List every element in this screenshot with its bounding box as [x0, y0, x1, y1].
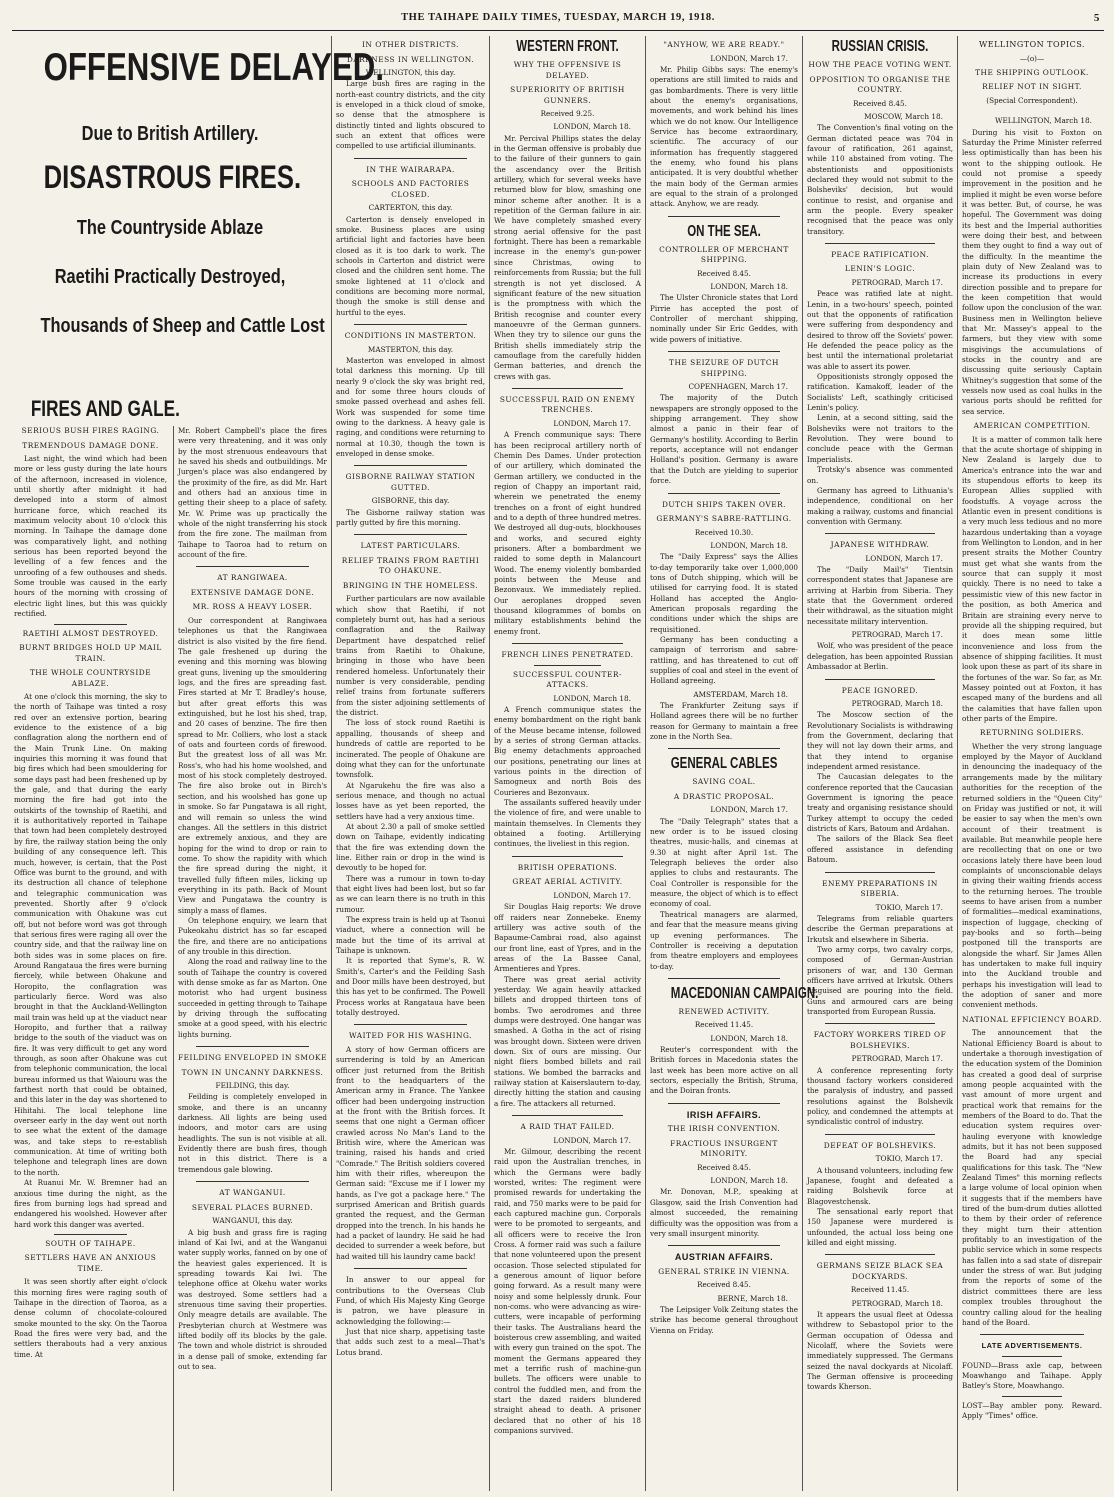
- received-time: Received 11.45.: [850, 1285, 910, 1295]
- subhead: GENERAL STRIKE IN VIENNA.: [658, 1266, 790, 1276]
- dateline: TOKIO, March 17.: [875, 902, 943, 912]
- headline-offensive-delayed: OFFENSIVE DELAYED.: [43, 46, 384, 89]
- article-paragraph: The Ulster Chronicle states that Lord Pirrie has accepted the post of Controller of merchant shipping, nominally under Sir Eric Geddes, with wide powers of initiative.: [650, 293, 798, 344]
- dateline: LONDON, March 17.: [553, 890, 631, 900]
- article-paragraph: Trotsky's absence was commented on.: [807, 465, 953, 485]
- article-paragraph: The loss of stock round Raetihi is appalling, thousands of sheep and hundreds of cattle are reported to be incinerated. The people of Ohakune are doing what they can for the unfortunate townsfolk.: [336, 718, 485, 780]
- subhead: TREMENDOUS DAMAGE DONE.: [22, 440, 159, 450]
- dateline: LONDON, March 17.: [553, 1135, 631, 1145]
- subhead: SUPERIORITY OF BRITISH GUNNERS.: [510, 85, 625, 105]
- macedonian-campaign-heading: MACEDONIAN CAMPAIGN.: [670, 984, 819, 1002]
- article-paragraph: On telephone enquiry, we learn that Pukeokahu district has so far escaped the fire, and there are no anticipations of any trouble in this direction.: [178, 915, 327, 956]
- subhead: IRISH AFFAIRS.: [686, 1109, 762, 1120]
- article-paragraph: Our correspondent at Rangiwaea telephones us that the Rangiwaea district is also visited by the fire fiend. The gale freshened up during the evening and this morning was blowing great guns, livening up the smouldering logs, and the fires are spreading fast. Fires started at Mr T. Bradley's house, but after great efforts this was extinguished, but he lost his shed, trap, and 20 cases of benzine. The fire then spread to Mr. Colliers, who lost a stack of oats and fourteen cords of firewood. But the greatest loss of all was Mr. Ross's, who had his home woolshed, and most of his stock completely destroyed. The fire also broke out in Birch's section, and his woolshed has gone up in smoke. So far Pungatawa is all right, and will remain so unless the wind changes. All the settlers in this district are extremely anxious, and they are hoping for the wind to drop or rain to come. To show the rapidity with which the fire spread during the night, it travelled fully fifteen miles, licking up everything in its path. Back of Mount View and Pungatawa the country is simply a mass of flames.: [178, 615, 327, 915]
- dateline: WELLINGTON, this day.: [365, 68, 456, 77]
- masthead-title: THE TAIHAPE DAILY TIMES, TUESDAY, MARCH 19, 1918.: [401, 12, 715, 23]
- dateline: PETROGRAD, March 17.: [851, 630, 943, 640]
- dateline: AMSTERDAM, March 18.: [693, 689, 788, 699]
- article-paragraph: The "Daily Express" says the Allies to-day temporarily take over 1,000,000 tons of Dutch shipping, which will be utilised for carrying food. It is stated Holland has accepted the Anglo-American proposals regarding the conditions under which the ships are requisitioned.: [650, 552, 798, 634]
- article-paragraph: A French communique says: There has been reciprocal artillery north of Chemin Des Dames. Under protection of our artillery, which dominated the German artillery, we conducted in the region of Chappy an important raid, wherein we penetrated the enemy trenches on a front of eight hundred and to a depth of three hundred metres. We destroyed all dug-outs, blockhouses and works, and secured eighty prisoners. After a bombardment we raided to some depth in Malancourt Wood. The enemy violently bombarded points between the Meuse and Bezonvaux. We immediately replied. Our aeroplanes dropped seven thousand kilogrammes of bombs on military establishments behind the enemy front.: [494, 430, 641, 636]
- article-paragraph: Germany has agreed to Lithuania's independence, conditional on her making a railway, customs and financial convention with Germany.: [807, 485, 953, 526]
- dateline: FEILDING, this day.: [215, 1081, 290, 1091]
- headline-sheep-cattle-lost: Thousands of Sheep and Cattle Lost: [40, 314, 325, 337]
- article-paragraph: It is a matter of common talk here that the acute shortage of shipping in New Zealand is largely due to America's entrance into the war and its stupendous efforts to keep its European Allies supplied with foodstuffs. A voyage across the Atlantic even in present conditions is a very much less tedious and no more hazardous undertaking than a voyage from Wellington to London, and in her present straits the Mother Country must get what she wants from the source that can supply it most quickly. There is no need to take a pessimistic view of this new factor in the position, as both America and Britain are straining every nerve to provide all the shipping required, but it does mean some little inconvenience and loss from the absence of shipping facilities. It must look upon these as part of its share in the fortunes of the war. So far, as Mr. Massey pointed out at Foxton, it has escaped many of the burdens and all the calamities that have fallen upon other parts of the Empire.: [962, 434, 1102, 723]
- received-time: Received 8.45.: [697, 268, 751, 278]
- subhead: AT RANGIWAEA.: [217, 573, 288, 583]
- column-3: [336, 36, 485, 1491]
- received-time: Received 8.45.: [697, 1280, 751, 1290]
- subhead: AUSTRIAN AFFAIRS.: [674, 1252, 774, 1263]
- article-paragraph: In answer to our appeal for contributions to the Overseas Club Fund, of which His Majesty King George is patron, we have pleasure in acknowledging the following:—: [336, 1275, 485, 1326]
- subhead: CONTROLLER OF MERCHANT SHIPPING.: [659, 244, 789, 265]
- subhead: NATIONAL EFFICIENCY BOARD.: [962, 1014, 1102, 1024]
- subhead: GREAT AERIAL ACTIVITY.: [512, 877, 623, 887]
- dateline: LONDON, March 17.: [710, 53, 788, 63]
- dateline: PETROGRAD, March 17.: [851, 277, 943, 287]
- general-cables-heading: GENERAL CABLES: [670, 755, 778, 773]
- fires-and-gale-heading: FIRES AND GALE.: [30, 396, 180, 421]
- subhead: GERMANS SEIZE BLACK SEA DOCKYARDS.: [816, 1261, 944, 1281]
- subhead: DARKNESS IN WELLINGTON.: [346, 54, 475, 64]
- subhead: GISBORNE RAILWAY STATION GUTTED.: [345, 472, 476, 492]
- wellington-topics-heading: WELLINGTON TOPICS.: [979, 40, 1085, 49]
- article-paragraph: The "Daily Mail's" Tientsin correspondent states that Japanese are arriving at Harbin from Siberia. They state that the Government ordered their withdrawal, as the situation might necessitate military intervention.: [807, 565, 953, 626]
- subhead: LENIN'S LOGIC.: [844, 264, 916, 274]
- subhead: JAPANESE WITHDRAW.: [830, 540, 930, 550]
- article-paragraph: Oppositionists strongly opposed the ratification. Kamakoff, leader of the Socialists' Left, scathingly criticised Lenin's policy.: [807, 372, 953, 413]
- article-paragraph: Telegrams from reliable quarters describe the German preparations at Irkutsk and elsewhere in Siberia.: [807, 913, 953, 944]
- dateline: TOKIO, March 17.: [875, 1154, 943, 1164]
- article-paragraph: During his visit to Foxton on Saturday the Prime Minister referred less optimistically than has been his wont to the shipping outlook. He could not promise a speedy improvement in the position and he implied it might be even worse before it was better. But, of course, he was hopeful. The Government was doing its best and the Imperial authorities were doing their best, and between them they ought to find a way out of the difficulty. In the meantime the plain duty of New Zealand was to increase its productions in every direction possible and to prepare for the keen competition that would follow upon the conclusion of the war. Business men in Wellington believe that Mr. Massey's appeal to the farmers, but they view with some misgivings the accumulations of stocks in the country and are discussing quite seriously Captain Whitney's suggestion that some of the vessels now used as coal hulks in the various ports should be refitted for sea service.: [962, 127, 1102, 416]
- dateline: MASTERTON, this day.: [367, 344, 454, 354]
- subhead: TOWN IN UNCANNY DARKNESS.: [181, 1067, 324, 1077]
- dateline: PETROGRAD, March 18.: [851, 1298, 943, 1308]
- article-paragraph: A big bush and grass fire is raging inland of Kai Iwi, and at the Wanganui water supply works, fanned on by one of the heaviest gales experienced. It is spreading towards Kai Iwi. The telephone office at Okehu water works was destroyed. Some settlers had a strenuous time saving their properties. Only meagre details are available. The Presbyterian church at Westmere was lifted bodily off its blocks by the gale. The town and whole district is shrouded in a dense pall of smoke, extending far out to sea.: [178, 1227, 327, 1371]
- subhead: THE WHOLE COUNTRYSIDE ABLAZE.: [29, 668, 152, 688]
- article-paragraph: The express train is held up at Taonui viaduct, where a connection will be made but the time of its arrival at Taihape is unknown.: [336, 915, 485, 956]
- article-paragraph: Mr. Percival Phillips states the delay in the German offensive is probably due to the failure of their gunners to gain the ascendancy over the British artillery, which for several weeks have returned blow for blow, smashing one minor scheme after another. It is a repetition of the German failure in air. We have completely smashed every strong aerial offensive for the past fortnight. There has been a remarkable increase in the enemy's gun-power since Christmas, owing to reinforcements from Russia; but the full strength is not yet disclosed. A significant feature of the new situation is the promptness with which the British recognise and counter every manoeuvre of the German gunners. When they try to silence our guns the British shells immediately strip the camouflage from the carefully hidden German batteries, and drench the crews with gas.: [494, 133, 641, 381]
- subhead: SERIOUS BUSH FIRES RAGING.: [21, 426, 160, 435]
- article-paragraph: At one o'clock this morning, the sky to the north of Taihape was tinted a rosy red over an extensive portion, bearing evidence to the existence of a big conflagration along the northern end of the Main Trunk Line. On making inquiries this morning it was found that big fires which had been smouldering for some days past had been freshened up by the gale, and that during the early morning the fire had got into the outskirts of the township of Raetihi, and it is authoritatively reported in Taihape that town had been completely destroyed by fire, the railway station being the only building of any consequence left. This much, however, is certain, that the Post Office was burnt to the ground, and with its destruction all chance of telephone and telegraphic communication was prevented. Shortly after 9 o'clock communication with Ohakune was cut off, but not before word was got through that serious fires were raging all over the country side, and that the railway line on both sides was in some places on fire. Around Rangataua the fires were burning fiercely, while between Ohakune and Horopito, the conflagration was particularly fierce. Word was also brought in that the Auckland-Wellington mail train was held up at the viaduct near Horopito, and further that a railway bridge to the south of the viaduct was on fire. It was very difficult to get any word through, as soon after Ohakune was cut from telephonic communication, the local bureau informed us that Waiouru was the farthest north that could be obtained, and this later in the day was shortened to Hihitahi. The local telephone line overseer early in the day went out north to see what the extent of the damage was, and take steps to re-establish communication. At time of writing both telephone and telegraph lines are down to the north.: [14, 692, 167, 1177]
- subhead: PEACE IGNORED.: [841, 685, 919, 695]
- dateline: LONDON, March 18.: [553, 122, 631, 132]
- article-paragraph: Whether the very strong language employed by the Mayor of Auckland in denouncing the inadequacy of the arrangements made by the military authorities for the reception of the returned soldiers in the "Queen City" on Friday was justified or not, it will be easier to say when the men's own account of their treatment is available. But meanwhile people here are recollecting that on one or two occasions lately there have been loud complaints of unconscionable delays in giving their waiting friends access to the returning heroes. The trouble seems to have arisen from a number of formalities—medical examinations, inspection of luggage, checking of pay-books and so forth—being postponed till the transports are alongside the wharf. Sir James Allen has undertaken to make full inquiry into the Auckland trouble and perhaps his investigation will lead to the adoption of saner and more convenient methods.: [962, 741, 1102, 1010]
- article-paragraph: Reuter's correspondent with the British forces in Macedonia states the last week has been more active on all sectors, especially the British, Struma, and the Doiran fronts.: [650, 1045, 798, 1096]
- subhead: RELIEF TRAINS FROM RAETIHI TO OHAKUNE.: [341, 555, 480, 576]
- subhead: RAETIHI ALMOST DESTROYED.: [22, 628, 159, 638]
- article-paragraph: Peace was ratified late at night. Lenin, in a two-hours' speech, pointed out that the opponents of ratification were suffering from despondency and desired to throw off the Soviets' power. He defended the peace policy as the best until the international proletariat was able to assert its power.: [807, 289, 953, 371]
- article-paragraph: Last night, the wind which had been more or less gusty during the late hours of the afternoon, increased in violence, until shortly after midnight it had developed into a storm of almost hurricane force, which reached its maximum velocity about 10 o'clock this morning. In Taihape the damage done was comparatively light, and nothing serious has been reported beyond the levelling of a few fences and the unroofing of a few outhouses and sheds. Some trouble was caused in the early hours of the morning with crossing of electric light lines, but this was quickly rectified.: [14, 454, 167, 619]
- article-paragraph: The Frankfurter Zeitung says if Holland agrees there will be no further reason for Germany to maintain a free zone in the North Sea.: [650, 701, 798, 742]
- column-6: [807, 36, 953, 1491]
- subhead: SETTLERS HAVE AN ANXIOUS TIME.: [24, 1253, 157, 1273]
- article-paragraph: Lenin, at a second sitting, said the Bolsheviks were not traitors to the Revolution. They were bound to conclude peace with the German Imperialists.: [807, 413, 953, 464]
- article-paragraph: Just that nice sharp, appetising taste that adds such zest to a meal—That's Lotus brand.: [336, 1326, 485, 1357]
- article-paragraph: Carterton is densely enveloped in smoke. Business places are using artificial light and factories have been closed as it is too dark to work. The schools in Carterton and district were closed and the children sent home. The smoke lightened at 11 o'clock and conditions are becoming more normal, though the smoke is still dense and hurtful to the eyes.: [336, 214, 485, 317]
- headline-disastrous-fires: DISASTROUS FIRES.: [43, 158, 302, 195]
- article-paragraph: The assailants suffered heavily under the violence of fire, and were unable to maintain themselves. In Clements they obtained a footing. Artillerying continues, the liveliest in this region.: [494, 798, 641, 849]
- subhead: SUCCESSFUL COUNTER-ATTACKS.: [513, 669, 622, 690]
- article-paragraph: A thousand volunteers, including few Japanese, fought and defeated a raiding Bolshevik force at Blagovestchensk.: [807, 1165, 953, 1206]
- subhead: LATEST PARTICULARS.: [360, 541, 461, 551]
- received-time: Received 10.30.: [694, 527, 754, 537]
- article-paragraph: At about 2.30 a pall of smoke settled down on Taihape, evidently indicating that the fire was extending down the line. Either rain or drop in the wind is devoutly to be hoped for.: [336, 821, 485, 873]
- lead-headline-block: [12, 36, 384, 421]
- received-time: Received 8.45.: [853, 98, 907, 108]
- separator-ornament: —(o)—: [1019, 53, 1045, 63]
- subhead: RELIEF NOT IN SIGHT.: [982, 82, 1082, 92]
- article-paragraph: It was seen shortly after eight o'clock this morning fires were raging south of Taihape in the direction of Taoroa, as a dense column of chocolate-coloured smoke mounted to the sky. On the Taoroa Road the fires were very bad, and the settlers therabouts had a very anxious time. At: [14, 1277, 167, 1359]
- subhead: RETURNING SOLDIERS.: [979, 728, 1085, 738]
- subhead: MR. ROSS A HEAVY LOSER.: [192, 602, 313, 612]
- headline-countryside-ablaze: The Countryside Ablaze: [76, 216, 264, 239]
- dateline: PETROGRAD, March 17.: [851, 1054, 943, 1064]
- dateline: GISBORNE, this day.: [371, 496, 450, 506]
- article-paragraph: Sir Douglas Haig reports: We drove off raiders near Zonnebeke. Enemy artillery was active south of the Bapaume-Cambrai road, also against our front line, east of Ypres, and in the areas of the La Bassee Canal, Armentieres and Ypres.: [494, 902, 641, 974]
- article-paragraph: The Convention's final voting on the German dictated peace was 704 in favour of ratification, 261 against, while 110 abstained from voting. The abstentionists and oppositionists declared they would not submit to the Bolsheviks' decision, but would continue to resist, and organise and arm the people. Every speaker recognised that the peace was only transitory.: [807, 123, 953, 236]
- subhead: DUTCH SHIPS TAKEN OVER.: [661, 499, 786, 509]
- headline-british-artillery: Due to British Artillery.: [81, 122, 259, 145]
- russian-crisis-heading: RUSSIAN CRISIS.: [831, 38, 929, 55]
- subhead: AT WANGANUI.: [219, 1188, 286, 1198]
- subhead: A DRASTIC PROPOSAL.: [673, 791, 775, 801]
- subhead: IN OTHER DISTRICTS.: [361, 40, 460, 49]
- article-paragraph: Mr. Philip Gibbs says: The enemy's operations are still limited to raids and gas bombardments. There is very little about the enemy's organisations, movements, and work behind his lines which we do not know. Our Intelligence Service has become extraordinary, scientific. The accuracy of our information has frequently staggered the enemy, who found his plans anticipated. It is very doubtful whether the main body of the German armies are equal to the strain of a prolonged attack. Anyhow, we are ready.: [650, 64, 798, 209]
- received-time: Received 11.45.: [694, 1020, 754, 1030]
- article-paragraph: The announcement that the National Efficiency Board is about to undertake a thorough investigation of the education system of the Dominion has created a good deal of surprise among people acquainted with the vast amount of more urgent and practical work that remains for the members of the Board to do. That the education system requires over-hauling everyone with knowledge admits, but it has not been supposed the Board had any special qualifications for this task. The "New Zealand Times" this morning reflects a large volume of local opinion when it suggests that if the members have tired of the bum-drum duties allotted to them by their order of reference they might turn their attention profitably to an investigation of the public service which in some respects has fallen into a sad state of disrepair under the stress of war. But judging from the reports of some of the district committees there are less complex troubles throughout the country calling aloud for the healing hand of the Board.: [962, 1028, 1102, 1327]
- subhead: "ANYHOW, WE ARE READY.": [663, 40, 785, 49]
- article-paragraph: The Moscow section of the Revolutionary Socialists is withdrawing from the Government, declaring that they will not lay down their arms, and that they intend to organise independent armed resistance.: [807, 710, 953, 772]
- article-paragraph: The Gisborne railway station was partly gutted by fire this morning.: [336, 507, 485, 527]
- dateline: LONDON, March 17.: [865, 553, 943, 563]
- article-paragraph: Theatrical managers are alarmed, and fear that the measure means giving up evening performances. The Controller is receiving a deputation from theatre employers and employees to-day.: [650, 909, 798, 971]
- dateline: LONDON, March 18.: [710, 540, 788, 550]
- byline: (Special Correspondent).: [986, 95, 1078, 105]
- article-paragraph: Mr. Donovan, M.P., speaking at Glasgow, said the Irish Convention had almost succeeded, the remaining difficulty was the opposition was from a very small insurgent minority.: [650, 1187, 798, 1238]
- subhead: ENEMY PREPARATIONS IN SIBERIA.: [822, 878, 938, 898]
- columns: [12, 36, 1104, 1491]
- on-the-sea-heading: ON THE SEA.: [687, 222, 761, 240]
- subhead: THE SEIZURE OF DUTCH SHIPPING.: [669, 358, 779, 378]
- headline-raetihi-destroyed: Raetihi Practically Destroyed,: [54, 265, 286, 288]
- article-paragraph: The majority of the Dutch newspapers are strongly opposed to the shipping arrangement. They show almost a panic in their fear of Germany's hostility. According to Berlin reports, acceptance will not endanger Holland's position. Germany is aware that the Dutch are yielding to superior force.: [650, 393, 798, 486]
- subhead: A RAID THAT FAILED.: [520, 1122, 615, 1132]
- article-paragraph: There was a rumour in town to-day that eight lives had been lost, but so far as we can learn there is no truth in this rumour.: [336, 873, 485, 914]
- dateline: BERNE, March 18.: [717, 1293, 788, 1303]
- classified-ad: FOUND—Brass axle cap, between Moawhango and Taihape. Apply Batley's Store, Moawhango.: [962, 1360, 1102, 1391]
- subhead: SCHOOLS AND FACTORIES CLOSED.: [351, 179, 470, 199]
- article-paragraph: The Caucasian delegates to the conference reported that the Caucasian Government is ignoring the peace treaty and organising resistance should Turkey attempt to occupy the ceded districts of Kars, Batoum and Ardahan.: [807, 772, 953, 834]
- dateline: PETROGRAD, March 18.: [851, 699, 943, 708]
- dateline: LONDON, March 18.: [710, 282, 788, 291]
- subhead: HOW THE PEACE VOTING WENT.: [808, 60, 952, 69]
- article-paragraph: Large bush fires are raging in the north-east country districts, and the city is enveloped in a thick cloud of smoke, so dense that the atmosphere is distinctly tinted and lights obscured to such an extent that offices were compelled to use artificial illuminants.: [336, 79, 485, 151]
- column-5: [650, 36, 819, 1491]
- article-paragraph: At Ngarukehu the fire was also a serious menace, and though no actual losses have as yet been reported, the settlers have had a very anxious time.: [336, 780, 485, 821]
- article-paragraph: At Ruanui Mr. W. Bremner had an anxious time during the night, as the fires from burning logs had spread and endangered his woolshed. However after hard work this danger was averted.: [14, 1178, 167, 1229]
- article-paragraph: A conference representing forty thousand factory workers considered the paralysis of industry, and passed resolutions against the Bolshevik policy, and condemned the attempts at syndicalistic control of industry.: [807, 1065, 953, 1127]
- article-paragraph: The "Daily Telegraph" states that a new order is to be issued closing theatres, music-halls, and cinemas at 9.30 at night after April 1st. The Telegraph believes the order also applies to clubs and restaurants. The Coal Controller is responsible for the measure, the object of which is to effect economy of coal.: [650, 816, 798, 909]
- subhead: SUCCESSFUL RAID ON ENEMY TRENCHES.: [499, 394, 636, 415]
- column-4: [494, 36, 641, 1491]
- subhead: OPPOSITION TO ORGANISE THE COUNTRY.: [809, 74, 951, 94]
- subhead: SAVING COAL.: [692, 777, 756, 787]
- subhead: BURNT BRIDGES HOLD UP MAIL TRAIN.: [19, 643, 162, 663]
- subhead: IN THE WAIRARAPA.: [366, 164, 455, 174]
- masthead: [12, 8, 1104, 31]
- dateline: WELLINGTON, March 18.: [994, 116, 1092, 126]
- subhead: FACTORY WORKERS TIRED OF BOLSHEVIKS.: [813, 1030, 947, 1050]
- article-paragraph: Two army corps, two cavalry corps, composed of German-Austrian prisoners of war, and 130 German officers have arrived at Irkutsk. Others disguised are pouring into the field. Guns and armoured cars are being transported from European Russia.: [807, 944, 953, 1016]
- dateline: MOSCOW, March 18.: [864, 111, 943, 121]
- subhead: THE IRISH CONVENTION.: [667, 1124, 781, 1134]
- subhead: RENEWED ACTIVITY.: [678, 1006, 770, 1016]
- article-paragraph: It is reported that Syme's, R. W. Smith's, Carter's and the Feilding Sash and Door mills have been destroyed, but this has yet to be confirmed. The Powell Process works at Rangataua have been totally destroyed.: [336, 956, 485, 1018]
- subhead: AMERICAN COMPETITION.: [973, 421, 1091, 431]
- article-paragraph: There was great aerial activity yesterday. We again heavily attacked billets and dropped thirteen tons of bombs. Two aerodromes and three dumps were destroyed. One hangar was smashed. A Gotha in the act of rising was brought down. Sixteen were driven down. Six of ours are missing. Our night fliers bombed billets and rail stations. We bombed the barracks and railway station at Kaiserslautern to-day, directly hitting the station and causing a fire. The attackers all returned.: [494, 974, 642, 1108]
- subhead: WHY THE OFFENSIVE IS DELAYED.: [513, 60, 622, 80]
- received-time: Received 8.45.: [697, 1162, 751, 1172]
- subhead: WAITED FOR HIS WASHING.: [349, 1031, 472, 1041]
- article-paragraph: Along the road and railway line to the south of Taihape the country is covered with dense smoke as far as Marton. One motorist who had urgent business succeeded in getting through to Taihape by driving through the suffocating smoke at a good speed, with his electric lights burning.: [178, 957, 327, 1039]
- subhead: DEFEAT OF BOLSHEVIKS.: [823, 1140, 937, 1150]
- dateline: WANGANUI, this day.: [212, 1216, 293, 1226]
- article-paragraph: Wolf, who was president of the peace delegation, has been appointed Russian Ambassador at Berlin.: [807, 641, 953, 672]
- dateline: LONDON, March 18.: [710, 1033, 788, 1043]
- subhead: BRINGING IN THE HOMELESS.: [342, 580, 479, 590]
- subhead: SOUTH OF TAIHAPE.: [45, 1238, 136, 1248]
- article-paragraph: Further particulars are now available which show that Raetihi, if not completely burnt out, has had a serious conflagration and the Railway Department have despatched relief trains from Raetihi to Ohakune, bringing in those who have been rendered homeless. Unfortunately their number is very considerable, pending relief trains from fortunate sufferers from the sister adjoining settlements of the district.: [336, 594, 485, 718]
- subhead: BRITISH OPERATIONS.: [517, 862, 618, 872]
- subhead: EXTENSIVE DAMAGE DONE.: [190, 587, 315, 597]
- article-paragraph: The sensational early report that 150 Japanese were murdered is unfounded, the actual loss being one killed and eight missing.: [807, 1206, 953, 1247]
- dateline: LONDON, March 18.: [553, 693, 631, 703]
- column-7: [962, 36, 1102, 1491]
- dateline: LONDON, March 18.: [710, 1176, 788, 1186]
- article-paragraph: The sailors of the Black Sea fleet offered assistance in defending Batoum.: [807, 834, 953, 865]
- dateline: CARTERTON, this day.: [368, 203, 453, 213]
- article-paragraph: Masterton was enveloped in almost total darkness this morning. Up till nearly 9 o'clock the sky was bright red, and for some three hours clouds of smoke passed overhead and ashes fell. Work was suspended for some time owing to the darkness. A heavy gale is raging, and conditions were returning to normal at 10.30, though the town is enveloped in dense smoke.: [336, 355, 485, 458]
- subhead: FRENCH LINES PENETRATED.: [501, 650, 634, 660]
- subhead: THE SHIPPING OUTLOOK.: [975, 67, 1089, 77]
- subhead: GERMANY'S SABRE-RATTLING.: [656, 514, 792, 523]
- subhead: PEACE RATIFICATION.: [831, 249, 929, 259]
- subhead: CONDITIONS IN MASTERTON.: [344, 331, 477, 341]
- dateline: LONDON, March 17.: [553, 418, 631, 428]
- subhead: SEVERAL PLACES BURNED.: [191, 1202, 314, 1212]
- subhead: FEILDING ENVELOPED IN SMOKE: [178, 1053, 327, 1063]
- article-paragraph: Mr. Gilmour, describing the recent raid upon the Australian trenches, in which the Germans were badly worsted, writes: The regiment were promised rewards for undertaking the raid, and 750 marks were to be paid for each captured machine gun. Corporals were to be promoted to sergeants, and all officers were to receive the Iron Cross. A former raid was such a failure that none volunteered upon the present occasion. Those selected stipulated for a generous amount of liquor before going forward. As a result many were noisy and some helplessly drunk. Four non-coms. who were advancing as wire-cutters, were incapable of performing their tasks. The Australians heard the boisterous crew assembling, and waited with every gun trained on the spot. The moment the Germans appeared they met a terrific rush of machine-gun bullets. The officers were unable to control the fuddled men, and from the start the dazed raiders blundered straight ahead to death. A prisoner declared that no other of his 18 companions survived.: [494, 1146, 641, 1436]
- dateline: LONDON, March 17.: [710, 805, 788, 815]
- dateline: COPENHAGEN, March 17.: [688, 382, 788, 392]
- late-advertisements-heading: LATE ADVERTISEMENTS.: [981, 1341, 1083, 1351]
- western-front-heading: WESTERN FRONT.: [516, 38, 619, 55]
- article-paragraph: A French communique states the enemy bombardment on the right bank of the Meuse became intense, followed by a series of strong German attacks. Big enemy detachments approached our positions, penetrating our lines at various points in the direction of Samogneux and north Bois des Courieres and Bezonvaux.: [494, 705, 641, 797]
- article-paragraph: Feilding is completely enveloped in smoke, and there is an uncanny darkness. All lights are being used indoors, and motor cars are using headlights. The sun is not visible at all. Evidently there are bush fires, though not in this district. There is a tremendous gale blowing.: [178, 1092, 327, 1174]
- article-paragraph: A story of how German officers are surrendering is told by an American officer just returned from the British front to the headquarters of the American army in France. The Yankee officer had been undergoing instruction at the front with the British forces. It seems that one night a German officer crawled across No Man's Land to the British wire, where the American was training, raised his hands and cried "Comrade." The British soldiers covered him with their rifles, whereupon the German said: "Excuse me if I lower my hands, as I've got a package here." The surprised American and British guards granted the request, and the German dropped into the trench. In his hands he had a packet of laundry. He said he had decided to surrender a week before, but had waited till his laundry came back!: [336, 1044, 485, 1261]
- column-2: [178, 426, 327, 1491]
- classified-ad: LOST—Bay ambler pony. Reward. Apply "Times" office.: [962, 1400, 1102, 1421]
- received-time: Received 9.25.: [540, 109, 595, 118]
- article-paragraph: Mr. Robert Campbell's place the fires were very threatening, and it was only by the most strenuous endeavours that he saved his sheds and outbuildings. Mr Jurgen's place was also endangered by the proximity of the fire, as did Mr. Hart and others had an anxious time in getting their sheep to a place of safety. Mr. W. Prime was up practically the whole of the night transferring his stock from the fire zone. The mailman from Taihape to Taoroa had to return on account of the fire.: [178, 426, 327, 560]
- page-number: 5: [1093, 12, 1100, 24]
- article-paragraph: It appears the usual fleet at Odessa withdrew to Sebastopol prior to the German occupation of Odessa and Nicolaff, where the Soviets were immediately suppressed. The Germans seized the naval dockyards at Nicolaff. The German offensive is proceeding towards Kherson.: [807, 1309, 953, 1392]
- subhead: FRACTIOUS INSURGENT MINORITY.: [670, 1138, 778, 1159]
- article-paragraph: The Leipsiger Volk Zeitung states the strike has become general throughout Vienna on Friday.: [650, 1304, 798, 1335]
- article-paragraph: Germany has been conducting a campaign of terrorism and sabre-rattling, and has threatened to cut off supplies of coal and steel in the event of Holland agreeing.: [650, 634, 798, 686]
- column-1: [14, 396, 180, 1491]
